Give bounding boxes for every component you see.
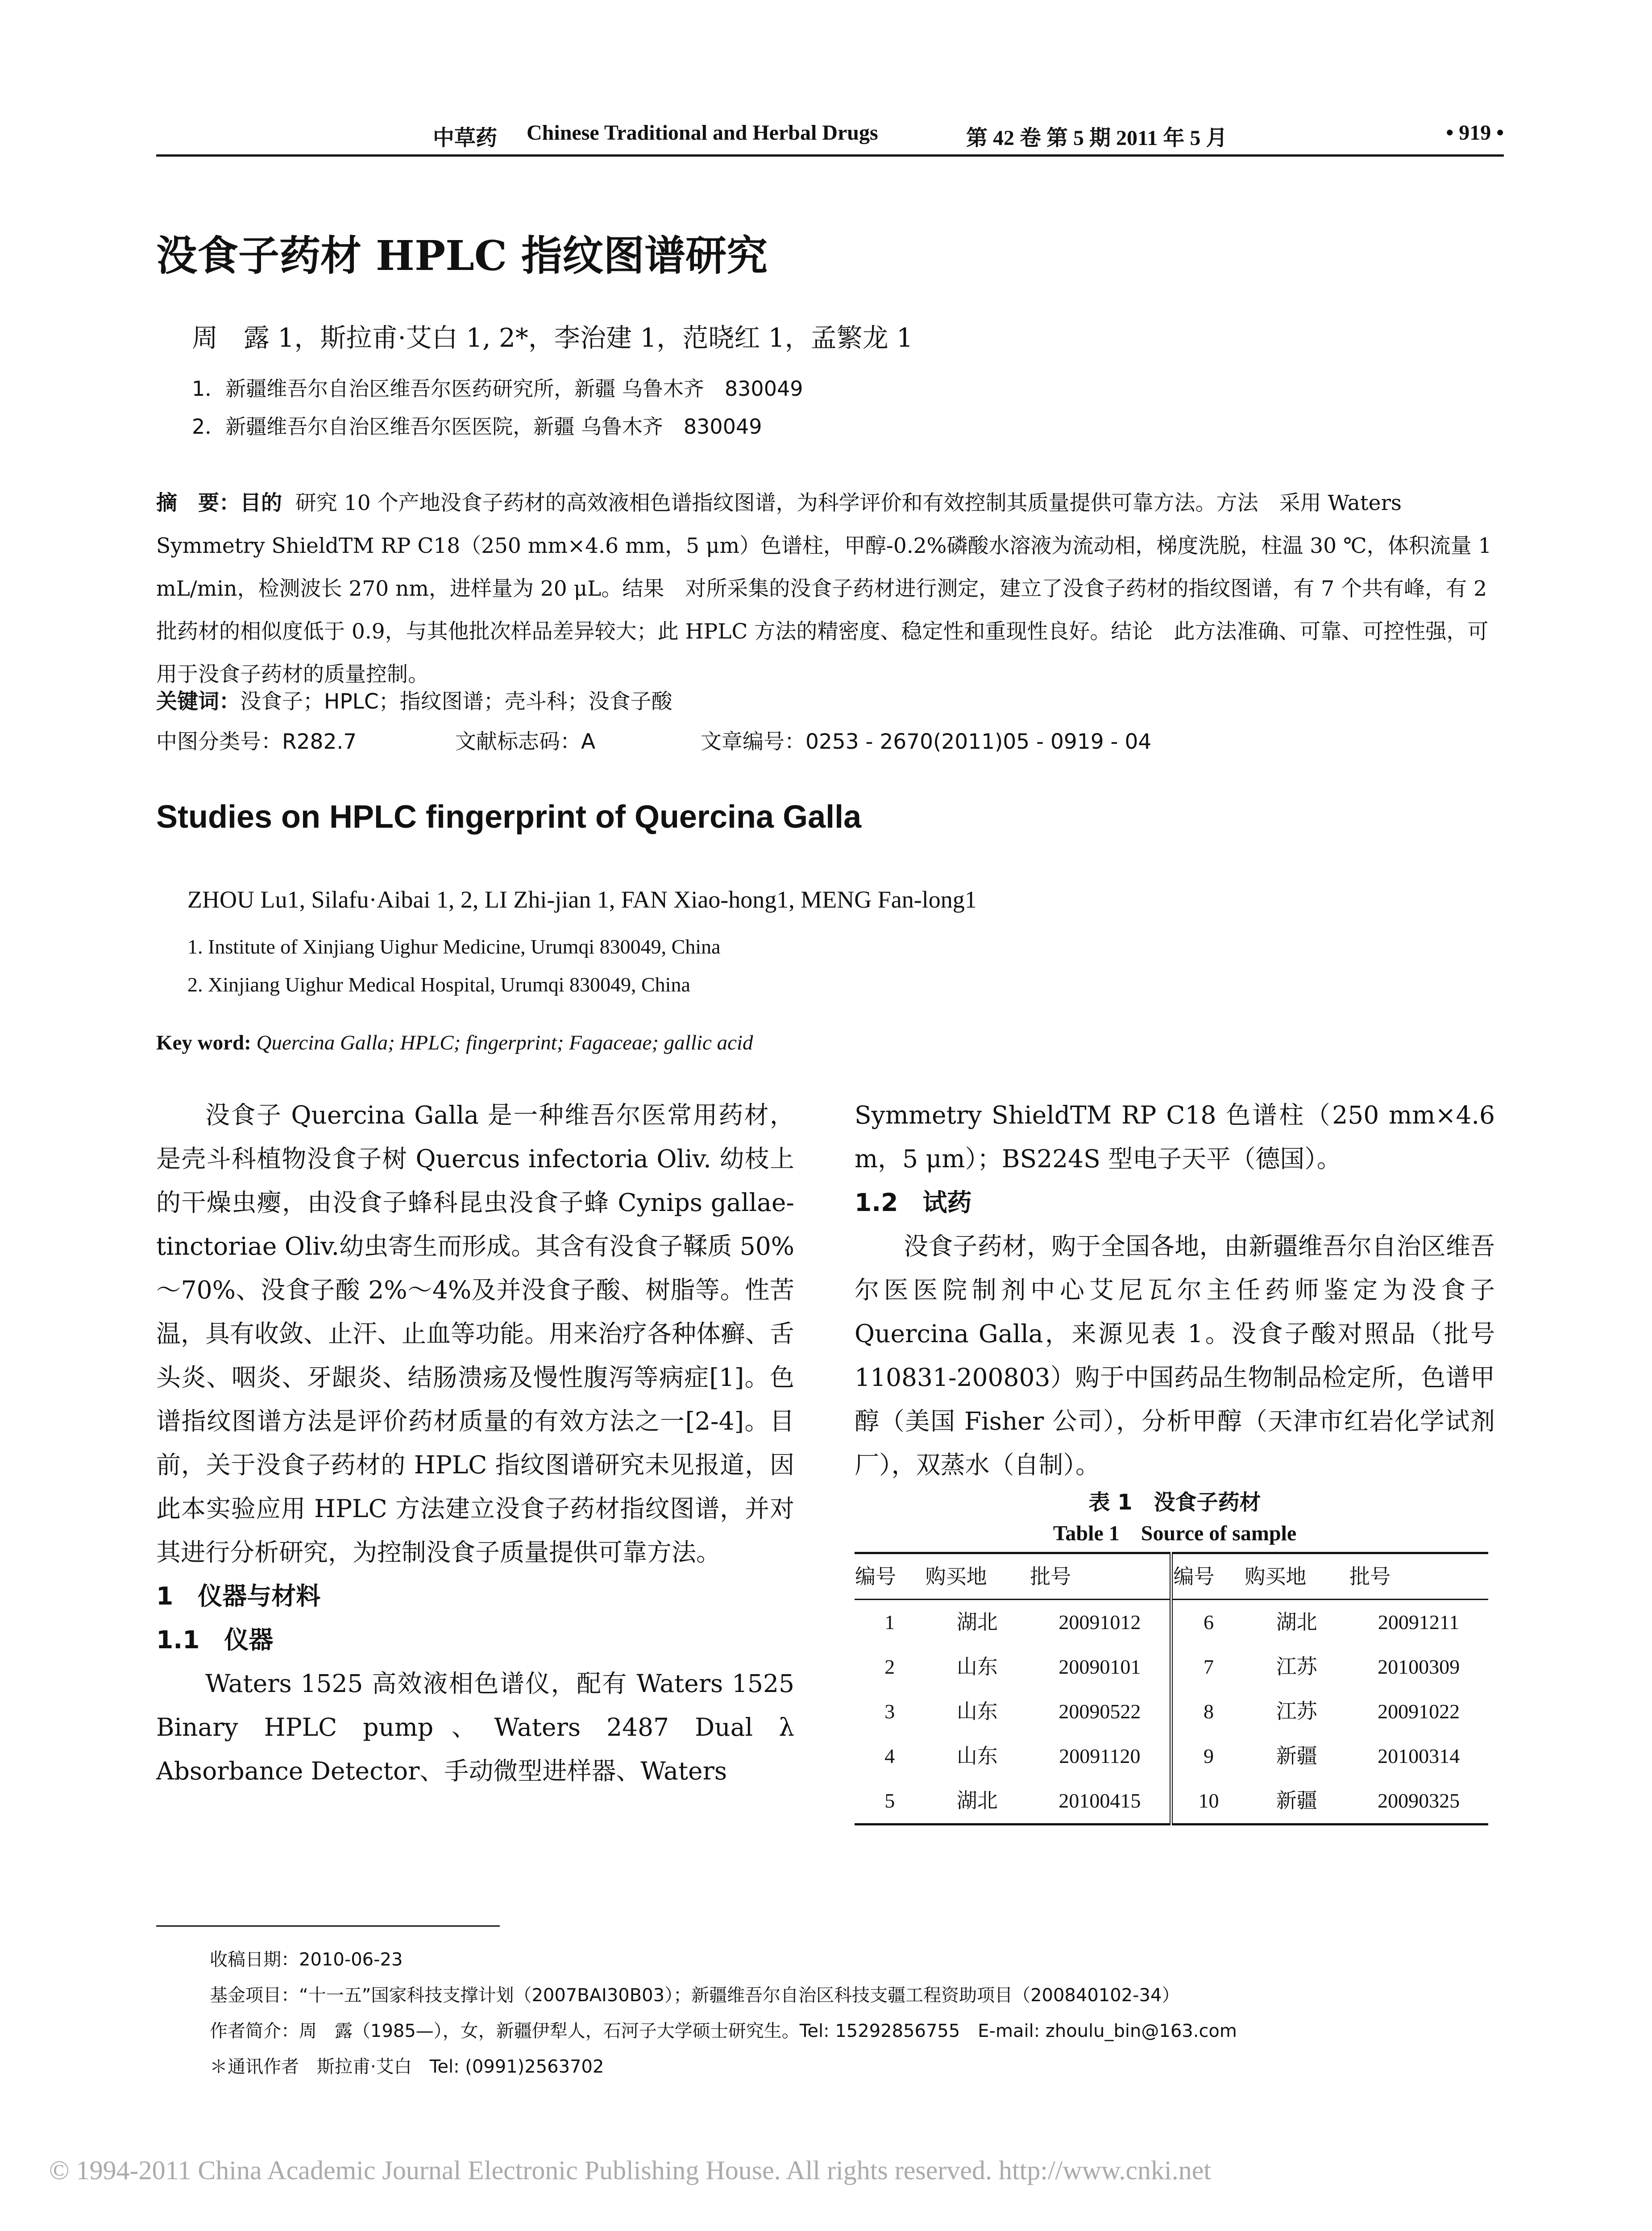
title-en: Studies on HPLC fingerprint of Quercina Galla bbox=[156, 799, 862, 835]
table-header-row bbox=[855, 1553, 1488, 1600]
title-cn: 没食子药材 HPLC 指纹图谱研究 bbox=[156, 232, 768, 280]
table-cell: 20100309 bbox=[1378, 1655, 1460, 1678]
table-cell: 20091211 bbox=[1378, 1611, 1460, 1634]
keywords-en bbox=[156, 1031, 753, 1055]
table-row bbox=[855, 1689, 1488, 1734]
page-number: • 919 • bbox=[1446, 121, 1504, 145]
section-heading-1-2: 1.2 试药 bbox=[855, 1188, 972, 1217]
intro-paragraph: 没食子 Quercina Galla 是一种维吾尔医常用药材，是壳斗科植物没食子树 Quercus infectoria Oliv. 幼枝上的干燥虫瘿，由没食子蜂科昆虫没食子蜂 Cynips gallae-tinctoriae Oliv.幼虫寄生而形成。其含有没食子鞣质 50%～70%、没食子酸 2%～4%及并没食子酸、树脂等。性苦温，具有收敛、止汗、止血等功能。用来治疗各种体癣、舌头炎、咽炎、牙龈炎、结肠溃疡及慢性腹泻等病症[1]。色谱指纹图谱方法是评价药材质量的有效方法之一[2-4]。目前，关于没食子药材的 HPLC 指纹图谱研究未见报道，因此本实验应用 HPLC 方法建立没食子药材指纹图谱，并对其进行分析研究，为控制没食子质量提供可靠方法。 bbox=[156, 1101, 795, 1567]
table-row bbox=[855, 1779, 1488, 1825]
authors-en: ZHOU Lu1, Silafu·Aibai 1, 2, LI Zhi-jian 1, FAN Xiao-hong1, MENG Fan-long1 bbox=[187, 886, 977, 913]
abstract-label: 摘 要：目的 bbox=[156, 491, 282, 515]
footnote-funding: 基金项目：“十一五”国家科技支撑计划（2007BAI30B03）；新疆维吾尔自治区科技支疆工程资助项目（200840102-34） bbox=[210, 1985, 1180, 2006]
table-cell: 20100314 bbox=[1378, 1745, 1460, 1767]
affiliation-en-1: 1. Institute of Xinjiang Uighur Medicine, Urumqi 830049, China bbox=[187, 935, 721, 958]
table-cell: 20090522 bbox=[1029, 1689, 1171, 1734]
table-cell: 山东 bbox=[956, 1700, 998, 1723]
table-cell: 20091022 bbox=[1378, 1700, 1460, 1723]
table-header: 批号 bbox=[1029, 1553, 1171, 1600]
table-cell: 湖北 bbox=[1276, 1611, 1317, 1634]
body-column-left bbox=[156, 1093, 794, 1793]
table-cell: 4 bbox=[884, 1745, 895, 1767]
reagents-paragraph: 没食子药材，购于全国各地，由新疆维吾尔自治区维吾尔医医院制剂中心艾尼瓦尔主任药师鉴定为没食子 Quercina Galla，来源见表 1。没食子酸对照品（批号 110831-200803）购于中国药品生物制品检定所，色谱甲醇（美国 Fisher 公司），分析甲醇（天津市红岩化学试剂厂），双蒸水（自制）。 bbox=[855, 1232, 1495, 1479]
source-table bbox=[855, 1552, 1488, 1825]
body-column-right bbox=[855, 1093, 1495, 1825]
issue-info: 第 42 卷 第 5 期 2011 年 5 月 bbox=[966, 126, 1228, 150]
table-cell: 20091012 bbox=[1029, 1600, 1171, 1645]
table-cell: 湖北 bbox=[925, 1779, 1030, 1825]
section-heading-1-1: 1.1 仪器 bbox=[156, 1626, 274, 1654]
affiliation-en-2: 2. Xinjiang Uighur Medical Hospital, Urumqi 830049, China bbox=[187, 973, 690, 996]
table-cell: 江苏 bbox=[1276, 1700, 1317, 1723]
abstract bbox=[156, 482, 1504, 696]
table-cell: 20091120 bbox=[1029, 1734, 1171, 1779]
table-cell: 10 bbox=[1171, 1779, 1244, 1825]
table-cell: 7 bbox=[1203, 1655, 1214, 1678]
footnote-author: 作者简介：周 露（1985—），女，新疆伊犁人，石河子大学硕士研究生。Tel: 15292856755 E-mail: zhoulu_bin@163.com bbox=[210, 2021, 1237, 2041]
table-header: 购买地 bbox=[925, 1553, 1030, 1600]
table-cell: 江苏 bbox=[1276, 1655, 1317, 1678]
footnote-rule bbox=[156, 1925, 500, 1927]
table-row bbox=[855, 1600, 1488, 1645]
table-cell: 3 bbox=[884, 1700, 895, 1723]
affiliation-cn-2: 2．新疆维吾尔自治区维吾尔医医院，新疆 乌鲁木齐 830049 bbox=[192, 415, 762, 439]
clc-number: 中图分类号：R282.7 bbox=[156, 730, 357, 754]
footnote-corresponding: ＊通讯作者 斯拉甫·艾白 Tel: (0991)2563702 bbox=[210, 2057, 604, 2077]
journal-name-en: Chinese Traditional and Herbal Drugs bbox=[527, 121, 878, 145]
classification-line bbox=[156, 725, 1504, 755]
table-cell: 20090101 bbox=[1029, 1645, 1171, 1689]
affiliation-cn-1: 1．新疆维吾尔自治区维吾尔医药研究所，新疆 乌鲁木齐 830049 bbox=[192, 377, 803, 401]
table-cell: 5 bbox=[855, 1779, 925, 1825]
instruments-continued: Symmetry ShieldTM RP C18 色谱柱（250 mm×4.6 m，5 μm）；BS224S 型电子天平（德国）。 bbox=[855, 1101, 1495, 1173]
table-row bbox=[855, 1645, 1488, 1689]
table-header: 编号 bbox=[855, 1553, 925, 1600]
instruments-paragraph: Waters 1525 高效液相色谱仪，配有 Waters 1525 Binary HPLC pump、Waters 2487 Dual λ Absorbance Detector、手动微型进样器、Waters bbox=[156, 1669, 794, 1785]
table-cell: 山东 bbox=[956, 1655, 998, 1678]
journal-name-cn: 中草药 bbox=[433, 126, 498, 150]
copyright-notice: © 1994-2011 China Academic Journal Electronic Publishing House. All rights reserved. http://www.cnki.net bbox=[49, 2156, 1212, 2185]
table-cell: 9 bbox=[1203, 1745, 1214, 1767]
table-header: 编号 bbox=[1171, 1553, 1244, 1600]
table-header: 购买地 bbox=[1244, 1553, 1349, 1600]
table-caption-en: Table 1 Source of sample bbox=[1053, 1522, 1297, 1545]
keywords-en-text: Quercina Galla; HPLC; fingerprint; Fagaceae; gallic acid bbox=[256, 1031, 753, 1054]
keywords-en-label: Key word: bbox=[156, 1031, 251, 1054]
header-rule bbox=[156, 154, 1504, 157]
running-header bbox=[156, 120, 1504, 156]
footnote-received: 收稿日期：2010-06-23 bbox=[210, 1949, 403, 1970]
table-cell: 山东 bbox=[956, 1745, 998, 1767]
keywords-cn bbox=[156, 685, 672, 715]
keywords-cn-text: 没食子；HPLC；指纹图谱；壳斗科；没食子酸 bbox=[240, 689, 672, 714]
section-heading-1: 1 仪器与材料 bbox=[156, 1582, 321, 1610]
table-header: 批号 bbox=[1349, 1553, 1488, 1600]
table-caption-cn: 表 1 没食子药材 bbox=[1088, 1490, 1261, 1515]
article-number: 文章编号：0253 - 2670(2011)05 - 0919 - 04 bbox=[701, 730, 1152, 754]
table-row bbox=[855, 1734, 1488, 1779]
abstract-text: 研究 10 个产地没食子药材的高效液相色谱指纹图谱，为科学评价和有效控制其质量提供可靠方法。方法 采用 Waters Symmetry ShieldTM RP C18（250 mm×4.6 mm，5 μm）色谱柱，甲醇-0.2%磷酸水溶液为流动相，梯度洗脱，柱温 30 ℃，体积流量 1 mL/min，检测波长 270 nm，进样量为 20 μL。结果 对所采集的没食子药材进行测定，建立了没食子药材的指纹图谱，有 7 个共有峰，有 2 批药材的相似度低于 0.9，与其他批次样品差异较大；此 HPLC 方法的精密度、稳定性和重现性良好。结论 此方法准确、可靠、可控性强，可用于没食子药材的质量控制。 bbox=[156, 491, 1492, 687]
table-cell: 新疆 bbox=[1244, 1779, 1349, 1825]
table-cell: 20090325 bbox=[1349, 1779, 1488, 1825]
authors-cn: 周 露 1，斯拉甫·艾白 1, 2*，李治建 1，范晓红 1，孟繁龙 1 bbox=[192, 323, 913, 353]
document-code: 文献标志码：A bbox=[455, 730, 596, 754]
table-cell: 1 bbox=[884, 1611, 895, 1634]
table-cell: 20100415 bbox=[1029, 1779, 1171, 1825]
table-cell: 湖北 bbox=[956, 1611, 998, 1634]
table-cell: 6 bbox=[1203, 1611, 1214, 1634]
keywords-cn-label: 关键词： bbox=[156, 689, 240, 714]
table-cell: 2 bbox=[884, 1655, 895, 1678]
table-cell: 新疆 bbox=[1276, 1745, 1317, 1767]
table-cell: 8 bbox=[1203, 1700, 1214, 1723]
